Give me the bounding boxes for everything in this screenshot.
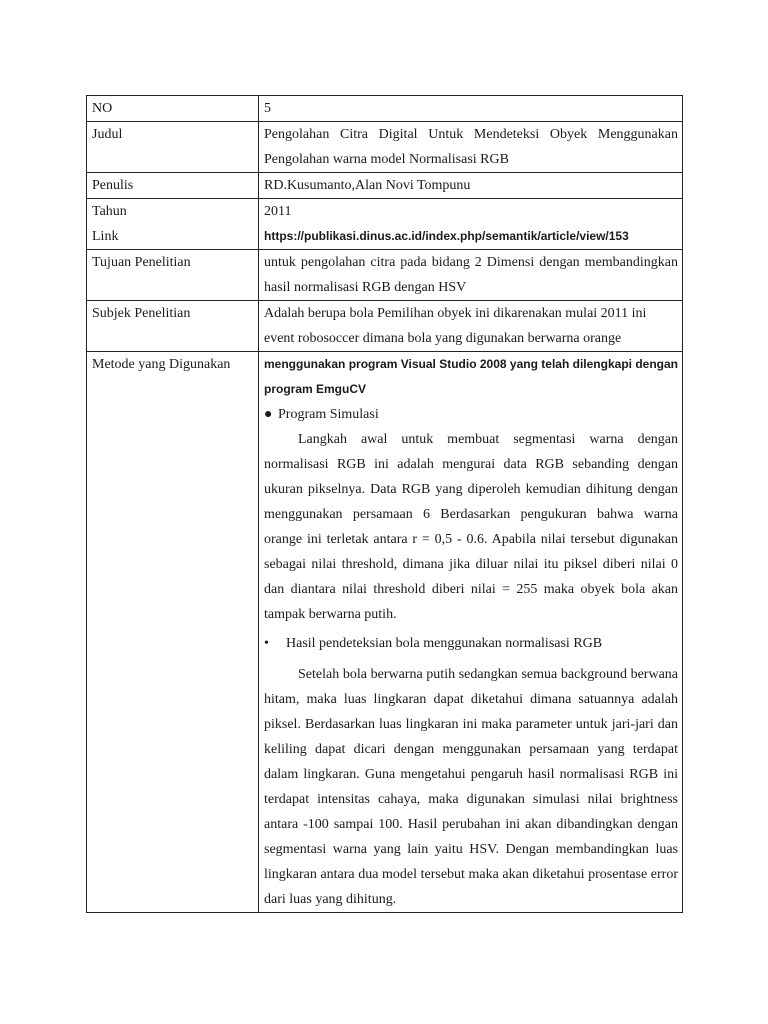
row-value-tujuan: untuk pengolahan citra pada bidang 2 Dimensi dengan membandingkan hasil normalisasi RGB dengan HSV — [259, 250, 683, 301]
table-row — [87, 122, 683, 173]
table-row — [87, 173, 683, 199]
row-label-metode: Metode yang Digunakan — [87, 352, 259, 913]
table-row — [87, 96, 683, 122]
bullet-dot-icon: ● — [264, 407, 273, 422]
bullet-dot-icon: • — [264, 636, 269, 651]
table-row — [87, 199, 683, 250]
row-value-penulis: RD.Kusumanto,Alan Novi Tompunu — [259, 173, 683, 199]
metode-bullet-1 — [264, 402, 678, 427]
link-value[interactable]: https://publikasi.dinus.ac.id/index.php/semantik/article/view/153 — [264, 229, 629, 243]
metode-bullet-2 — [264, 631, 678, 656]
row-label-subjek: Subjek Penelitian — [87, 301, 259, 352]
row-label-judul: Judul — [87, 122, 259, 173]
bullet-2-text: Hasil pendeteksian bola menggunakan normalisasi RGB — [286, 636, 603, 651]
table-row — [87, 250, 683, 301]
row-value-judul: Pengolahan Citra Digital Untuk Mendeteksi Obyek Menggunakan Pengolahan warna model Normalisasi RGB — [259, 122, 683, 173]
link-label: Link — [92, 229, 119, 244]
row-value-no: 5 — [259, 96, 683, 122]
tahun-value: 2011 — [264, 204, 292, 219]
research-summary-table — [86, 95, 683, 913]
table-row — [87, 301, 683, 352]
row-value-tahun-link — [259, 199, 683, 250]
table-row — [87, 352, 683, 913]
metode-intro: menggunakan program Visual Studio 2008 yang telah dilengkapi dengan program EmguCV — [264, 357, 678, 396]
row-label-tujuan: Tujuan Penelitian — [87, 250, 259, 301]
row-label-tahun-link — [87, 199, 259, 250]
row-value-metode — [259, 352, 683, 913]
tahun-label: Tahun — [92, 204, 127, 219]
row-label-penulis: Penulis — [87, 173, 259, 199]
metode-paragraph-2: Setelah bola berwarna putih sedangkan semua background berwana hitam, maka luas lingkaran dapat diketahui dimana satuannya adalah piksel. Berdasarkan luas lingkaran ini maka parameter untuk jari-jari dan keliling dapat dicari dengan menggunakan persamaan yang terdapat dalam lingkaran. Guna mengetahui pengaruh hasil normalisasi RGB ini terdapat intensitas cahaya, maka digunakan simulasi nilai brightness antara -100 sampai 100. Hasil perubahan ini akan dibandingkan dengan segmentasi warna yang lain yaitu HSV. Dengan membandingkan luas lingkaran antara dua model tersebut maka akan diketahui prosentase error dari luas yang dihitung. — [264, 667, 678, 907]
row-value-subjek: Adalah berupa bola Pemilihan obyek ini dikarenakan mulai 2011 ini event robosoccer dimana bola yang digunakan berwarna orange — [259, 301, 683, 352]
bullet-1-text: Program Simulasi — [278, 407, 379, 422]
metode-paragraph-1: Langkah awal untuk membuat segmentasi warna dengan normalisasi RGB ini adalah mengurai data RGB sebanding dengan ukuran pikselnya. Data RGB yang diperoleh kemudian dihitung dengan menggunakan persamaan 6 Berdasarkan pengukuran bahwa warna orange ini terletak antara r = 0,5 - 0.6. Apabila nilai tersebut digunakan sebagai nilai threshold, dimana jika diluar nilai itu piksel diberi nilai 0 dan diantara nilai threshold diberi nilai = 255 maka obyek bola akan tampak berwarna putih. — [264, 432, 678, 622]
row-label-no: NO — [87, 96, 259, 122]
